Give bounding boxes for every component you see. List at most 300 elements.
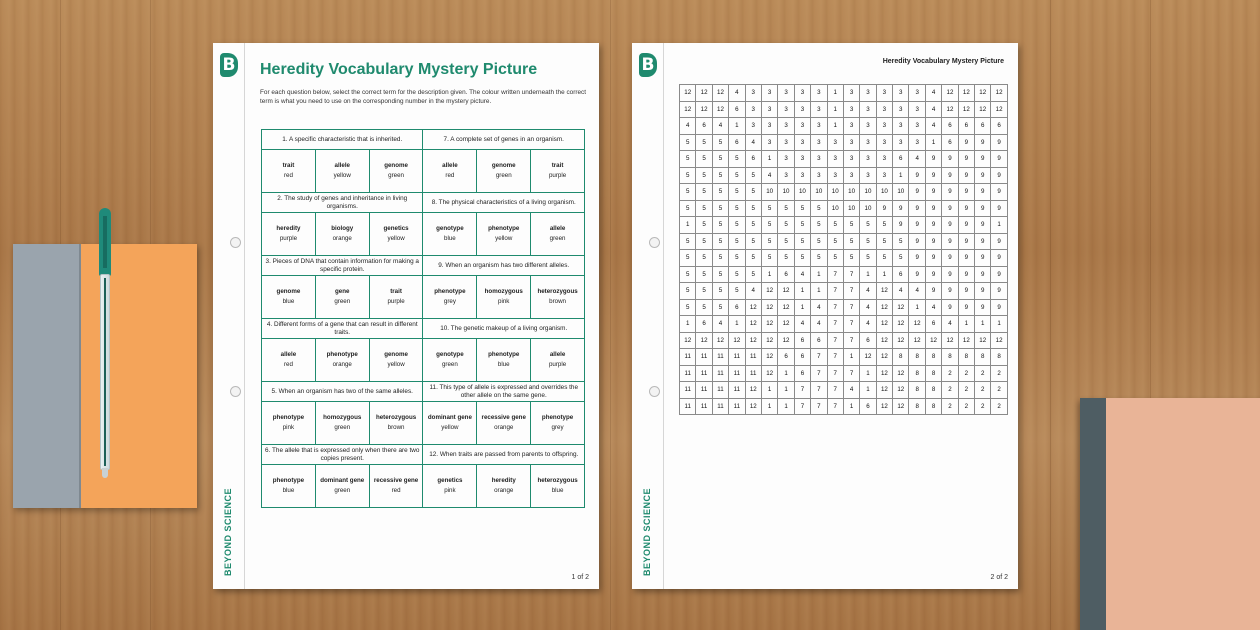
grid-cell[interactable]: 5 [843, 250, 859, 267]
grid-cell[interactable]: 6 [860, 332, 876, 349]
grid-cell[interactable]: 7 [843, 332, 859, 349]
grid-cell[interactable]: 7 [843, 299, 859, 316]
grid-cell[interactable]: 9 [942, 167, 958, 184]
grid-cell[interactable]: 9 [958, 200, 974, 217]
grid-cell[interactable]: 9 [958, 217, 974, 234]
grid-cell[interactable]: 3 [843, 134, 859, 151]
grid-cell[interactable]: 3 [876, 134, 892, 151]
grid-cell[interactable]: 5 [696, 283, 712, 300]
grid-cell[interactable]: 6 [729, 134, 745, 151]
grid-cell[interactable]: 6 [893, 151, 909, 168]
grid-cell[interactable]: 12 [975, 101, 991, 118]
grid-cell[interactable]: 12 [876, 316, 892, 333]
grid-cell[interactable]: 11 [680, 382, 696, 399]
grid-cell[interactable]: 3 [794, 167, 810, 184]
grid-cell[interactable]: 11 [680, 398, 696, 415]
answer-option[interactable] [423, 402, 477, 445]
grid-cell[interactable]: 9 [942, 283, 958, 300]
grid-cell[interactable]: 4 [925, 118, 941, 135]
grid-cell[interactable]: 12 [942, 332, 958, 349]
answer-option[interactable] [262, 213, 316, 256]
grid-cell[interactable]: 12 [893, 299, 909, 316]
grid-cell[interactable]: 5 [761, 250, 777, 267]
grid-cell[interactable]: 6 [729, 299, 745, 316]
grid-cell[interactable]: 1 [991, 217, 1007, 234]
grid-cell[interactable]: 5 [827, 217, 843, 234]
grid-cell[interactable]: 11 [696, 365, 712, 382]
grid-cell[interactable]: 12 [991, 332, 1007, 349]
grid-cell[interactable]: 12 [860, 349, 876, 366]
grid-cell[interactable]: 5 [696, 134, 712, 151]
grid-cell[interactable]: 9 [991, 184, 1007, 201]
grid-cell[interactable]: 5 [745, 233, 761, 250]
grid-cell[interactable]: 5 [680, 250, 696, 267]
grid-cell[interactable]: 9 [958, 167, 974, 184]
grid-cell[interactable]: 10 [827, 184, 843, 201]
grid-cell[interactable]: 1 [909, 299, 925, 316]
grid-cell[interactable]: 3 [811, 101, 827, 118]
grid-cell[interactable]: 3 [843, 85, 859, 102]
grid-cell[interactable]: 9 [925, 200, 941, 217]
grid-cell[interactable]: 12 [712, 85, 728, 102]
grid-cell[interactable]: 1 [761, 151, 777, 168]
grid-cell[interactable]: 5 [827, 250, 843, 267]
grid-cell[interactable]: 5 [680, 151, 696, 168]
grid-cell[interactable]: 1 [794, 299, 810, 316]
grid-cell[interactable]: 5 [680, 266, 696, 283]
grid-cell[interactable]: 4 [860, 316, 876, 333]
grid-cell[interactable]: 9 [942, 184, 958, 201]
grid-cell[interactable]: 12 [680, 101, 696, 118]
grid-cell[interactable]: 11 [729, 398, 745, 415]
answer-option[interactable] [531, 213, 585, 256]
grid-cell[interactable]: 5 [729, 151, 745, 168]
grid-cell[interactable]: 5 [827, 233, 843, 250]
grid-cell[interactable]: 6 [729, 101, 745, 118]
grid-cell[interactable]: 1 [975, 316, 991, 333]
grid-cell[interactable]: 1 [827, 85, 843, 102]
grid-cell[interactable]: 3 [843, 151, 859, 168]
grid-cell[interactable]: 9 [942, 266, 958, 283]
grid-cell[interactable]: 3 [876, 167, 892, 184]
grid-cell[interactable]: 4 [909, 151, 925, 168]
grid-cell[interactable]: 4 [942, 316, 958, 333]
grid-cell[interactable]: 1 [680, 217, 696, 234]
grid-cell[interactable]: 8 [893, 349, 909, 366]
grid-cell[interactable]: 8 [909, 365, 925, 382]
grid-cell[interactable]: 1 [729, 118, 745, 135]
grid-cell[interactable]: 3 [778, 134, 794, 151]
grid-cell[interactable]: 1 [860, 266, 876, 283]
grid-cell[interactable]: 8 [909, 398, 925, 415]
grid-cell[interactable]: 9 [958, 184, 974, 201]
answer-option[interactable] [315, 150, 369, 193]
grid-cell[interactable]: 7 [827, 316, 843, 333]
grid-cell[interactable]: 9 [925, 217, 941, 234]
grid-cell[interactable]: 3 [794, 101, 810, 118]
grid-cell[interactable]: 12 [745, 299, 761, 316]
grid-cell[interactable]: 12 [778, 316, 794, 333]
grid-cell[interactable]: 3 [909, 101, 925, 118]
answer-option[interactable] [531, 150, 585, 193]
grid-cell[interactable]: 2 [991, 365, 1007, 382]
grid-cell[interactable]: 6 [991, 118, 1007, 135]
grid-cell[interactable]: 7 [811, 349, 827, 366]
grid-cell[interactable]: 12 [958, 332, 974, 349]
grid-cell[interactable]: 8 [925, 349, 941, 366]
grid-cell[interactable]: 12 [958, 85, 974, 102]
grid-cell[interactable]: 5 [680, 233, 696, 250]
grid-cell[interactable]: 3 [778, 167, 794, 184]
answer-option[interactable] [477, 276, 531, 319]
grid-cell[interactable]: 7 [827, 349, 843, 366]
grid-cell[interactable]: 10 [893, 184, 909, 201]
answer-option[interactable] [423, 339, 477, 382]
grid-cell[interactable]: 1 [925, 134, 941, 151]
grid-cell[interactable]: 12 [942, 101, 958, 118]
grid-cell[interactable]: 5 [729, 250, 745, 267]
grid-cell[interactable]: 8 [942, 349, 958, 366]
grid-cell[interactable]: 3 [778, 101, 794, 118]
grid-cell[interactable]: 2 [958, 382, 974, 399]
grid-cell[interactable]: 2 [942, 365, 958, 382]
grid-cell[interactable]: 7 [794, 382, 810, 399]
grid-cell[interactable]: 9 [975, 134, 991, 151]
grid-cell[interactable]: 5 [696, 299, 712, 316]
grid-cell[interactable]: 3 [893, 118, 909, 135]
grid-cell[interactable]: 9 [991, 200, 1007, 217]
grid-cell[interactable]: 12 [893, 316, 909, 333]
grid-cell[interactable]: 12 [761, 332, 777, 349]
grid-cell[interactable]: 7 [811, 365, 827, 382]
grid-cell[interactable]: 11 [729, 365, 745, 382]
grid-cell[interactable]: 11 [729, 382, 745, 399]
grid-cell[interactable]: 3 [893, 134, 909, 151]
grid-cell[interactable]: 5 [876, 233, 892, 250]
grid-cell[interactable]: 2 [975, 365, 991, 382]
answer-option[interactable] [369, 213, 423, 256]
grid-cell[interactable]: 6 [745, 151, 761, 168]
grid-cell[interactable]: 6 [942, 134, 958, 151]
grid-cell[interactable]: 9 [975, 167, 991, 184]
answer-option[interactable] [477, 150, 531, 193]
answer-option[interactable] [531, 465, 585, 508]
grid-cell[interactable]: 3 [761, 85, 777, 102]
answer-option[interactable] [369, 402, 423, 445]
grid-cell[interactable]: 1 [860, 365, 876, 382]
grid-cell[interactable]: 5 [729, 283, 745, 300]
grid-cell[interactable]: 9 [893, 217, 909, 234]
grid-cell[interactable]: 5 [860, 233, 876, 250]
grid-cell[interactable]: 11 [712, 382, 728, 399]
grid-cell[interactable]: 8 [925, 365, 941, 382]
grid-cell[interactable]: 3 [745, 85, 761, 102]
grid-cell[interactable]: 7 [827, 332, 843, 349]
grid-cell[interactable]: 9 [925, 167, 941, 184]
grid-cell[interactable]: 5 [680, 283, 696, 300]
grid-cell[interactable]: 9 [909, 266, 925, 283]
grid-cell[interactable]: 6 [860, 398, 876, 415]
answer-option[interactable] [531, 276, 585, 319]
grid-cell[interactable]: 9 [975, 217, 991, 234]
grid-cell[interactable]: 5 [696, 250, 712, 267]
grid-cell[interactable]: 2 [942, 382, 958, 399]
grid-cell[interactable]: 9 [909, 184, 925, 201]
grid-cell[interactable]: 3 [843, 118, 859, 135]
grid-cell[interactable]: 7 [827, 382, 843, 399]
grid-cell[interactable]: 3 [860, 134, 876, 151]
grid-cell[interactable]: 9 [958, 134, 974, 151]
answer-option[interactable] [315, 276, 369, 319]
grid-cell[interactable]: 7 [827, 365, 843, 382]
grid-cell[interactable]: 9 [909, 167, 925, 184]
grid-cell[interactable]: 2 [991, 398, 1007, 415]
grid-cell[interactable]: 5 [745, 250, 761, 267]
grid-cell[interactable]: 5 [729, 217, 745, 234]
answer-option[interactable] [531, 402, 585, 445]
grid-cell[interactable]: 5 [712, 134, 728, 151]
grid-cell[interactable]: 6 [811, 332, 827, 349]
grid-cell[interactable]: 6 [778, 349, 794, 366]
grid-cell[interactable]: 2 [942, 398, 958, 415]
grid-cell[interactable]: 2 [975, 382, 991, 399]
grid-cell[interactable]: 5 [843, 233, 859, 250]
grid-cell[interactable]: 5 [778, 250, 794, 267]
answer-option[interactable] [315, 339, 369, 382]
answer-option[interactable] [262, 276, 316, 319]
grid-cell[interactable]: 12 [761, 283, 777, 300]
grid-cell[interactable]: 8 [958, 349, 974, 366]
grid-cell[interactable]: 3 [761, 134, 777, 151]
grid-cell[interactable]: 12 [696, 101, 712, 118]
grid-cell[interactable]: 5 [876, 217, 892, 234]
grid-cell[interactable]: 12 [696, 85, 712, 102]
grid-cell[interactable]: 9 [958, 299, 974, 316]
grid-cell[interactable]: 1 [843, 349, 859, 366]
grid-cell[interactable]: 4 [860, 283, 876, 300]
grid-cell[interactable]: 6 [696, 118, 712, 135]
grid-cell[interactable]: 10 [794, 184, 810, 201]
grid-cell[interactable]: 9 [991, 151, 1007, 168]
grid-cell[interactable]: 11 [712, 365, 728, 382]
grid-cell[interactable]: 1 [680, 316, 696, 333]
grid-cell[interactable]: 12 [893, 398, 909, 415]
grid-cell[interactable]: 3 [843, 101, 859, 118]
grid-cell[interactable]: 3 [860, 118, 876, 135]
grid-cell[interactable]: 5 [729, 266, 745, 283]
grid-cell[interactable]: 3 [811, 85, 827, 102]
grid-cell[interactable]: 1 [778, 365, 794, 382]
grid-cell[interactable]: 3 [876, 118, 892, 135]
grid-cell[interactable]: 9 [925, 151, 941, 168]
grid-cell[interactable]: 9 [991, 250, 1007, 267]
grid-cell[interactable]: 3 [860, 151, 876, 168]
grid-cell[interactable]: 3 [876, 85, 892, 102]
grid-cell[interactable]: 4 [843, 382, 859, 399]
grid-cell[interactable]: 3 [843, 167, 859, 184]
grid-cell[interactable]: 5 [712, 184, 728, 201]
grid-cell[interactable]: 3 [827, 167, 843, 184]
grid-cell[interactable]: 5 [860, 217, 876, 234]
grid-cell[interactable]: 1 [794, 283, 810, 300]
answer-option[interactable] [262, 465, 316, 508]
answer-option[interactable] [477, 213, 531, 256]
grid-cell[interactable]: 3 [811, 134, 827, 151]
grid-cell[interactable]: 8 [991, 349, 1007, 366]
grid-cell[interactable]: 12 [975, 85, 991, 102]
grid-cell[interactable]: 12 [876, 299, 892, 316]
grid-cell[interactable]: 12 [909, 316, 925, 333]
grid-cell[interactable]: 5 [729, 200, 745, 217]
grid-cell[interactable]: 3 [761, 101, 777, 118]
grid-cell[interactable]: 9 [893, 200, 909, 217]
grid-cell[interactable]: 3 [827, 134, 843, 151]
grid-cell[interactable]: 5 [843, 217, 859, 234]
grid-cell[interactable]: 3 [860, 167, 876, 184]
answer-option[interactable] [423, 465, 477, 508]
grid-cell[interactable]: 1 [893, 167, 909, 184]
grid-cell[interactable]: 9 [991, 167, 1007, 184]
grid-cell[interactable]: 9 [958, 233, 974, 250]
grid-cell[interactable]: 12 [958, 101, 974, 118]
grid-cell[interactable]: 7 [843, 316, 859, 333]
answer-option[interactable] [531, 339, 585, 382]
grid-cell[interactable]: 12 [925, 332, 941, 349]
grid-cell[interactable]: 3 [778, 151, 794, 168]
grid-cell[interactable]: 12 [745, 316, 761, 333]
grid-cell[interactable]: 7 [827, 398, 843, 415]
grid-cell[interactable]: 7 [811, 382, 827, 399]
grid-cell[interactable]: 5 [712, 151, 728, 168]
grid-cell[interactable]: 3 [811, 167, 827, 184]
grid-cell[interactable]: 7 [843, 283, 859, 300]
grid-cell[interactable]: 1 [843, 398, 859, 415]
grid-cell[interactable]: 1 [778, 382, 794, 399]
grid-cell[interactable]: 9 [958, 250, 974, 267]
answer-option[interactable] [423, 213, 477, 256]
grid-cell[interactable]: 10 [843, 200, 859, 217]
answer-option[interactable] [477, 465, 531, 508]
grid-cell[interactable]: 3 [860, 101, 876, 118]
grid-cell[interactable]: 9 [975, 151, 991, 168]
grid-cell[interactable]: 12 [909, 332, 925, 349]
grid-cell[interactable]: 1 [761, 398, 777, 415]
grid-cell[interactable]: 5 [811, 250, 827, 267]
grid-cell[interactable]: 5 [696, 266, 712, 283]
grid-cell[interactable]: 3 [794, 151, 810, 168]
grid-cell[interactable]: 9 [942, 299, 958, 316]
grid-cell[interactable]: 4 [745, 134, 761, 151]
grid-cell[interactable]: 12 [680, 332, 696, 349]
grid-cell[interactable]: 1 [860, 382, 876, 399]
grid-cell[interactable]: 11 [712, 398, 728, 415]
grid-cell[interactable]: 5 [680, 299, 696, 316]
grid-cell[interactable]: 8 [909, 382, 925, 399]
grid-cell[interactable]: 9 [942, 151, 958, 168]
grid-cell[interactable]: 12 [761, 349, 777, 366]
grid-cell[interactable]: 7 [827, 299, 843, 316]
grid-cell[interactable]: 3 [811, 118, 827, 135]
answer-option[interactable] [262, 402, 316, 445]
grid-cell[interactable]: 5 [778, 217, 794, 234]
grid-cell[interactable]: 2 [958, 398, 974, 415]
grid-cell[interactable]: 5 [811, 200, 827, 217]
grid-cell[interactable]: 5 [712, 299, 728, 316]
grid-cell[interactable]: 7 [843, 266, 859, 283]
grid-cell[interactable]: 9 [876, 200, 892, 217]
grid-cell[interactable]: 4 [794, 316, 810, 333]
grid-cell[interactable]: 8 [909, 349, 925, 366]
answer-option[interactable] [369, 465, 423, 508]
grid-cell[interactable]: 4 [745, 283, 761, 300]
answer-option[interactable] [315, 465, 369, 508]
grid-cell[interactable]: 11 [680, 365, 696, 382]
grid-cell[interactable]: 4 [761, 167, 777, 184]
grid-cell[interactable]: 9 [909, 217, 925, 234]
grid-cell[interactable]: 9 [925, 184, 941, 201]
grid-cell[interactable]: 4 [811, 316, 827, 333]
grid-cell[interactable]: 11 [745, 349, 761, 366]
grid-cell[interactable]: 5 [712, 167, 728, 184]
grid-cell[interactable]: 5 [761, 200, 777, 217]
grid-cell[interactable]: 5 [794, 233, 810, 250]
grid-cell[interactable]: 5 [745, 217, 761, 234]
grid-cell[interactable]: 5 [778, 233, 794, 250]
grid-cell[interactable]: 5 [696, 233, 712, 250]
grid-cell[interactable]: 10 [778, 184, 794, 201]
grid-cell[interactable]: 5 [893, 250, 909, 267]
grid-cell[interactable]: 4 [909, 283, 925, 300]
grid-cell[interactable]: 12 [745, 332, 761, 349]
grid-cell[interactable]: 9 [991, 134, 1007, 151]
grid-cell[interactable]: 11 [712, 349, 728, 366]
grid-cell[interactable]: 3 [761, 118, 777, 135]
answer-option[interactable] [369, 276, 423, 319]
grid-cell[interactable]: 9 [925, 250, 941, 267]
grid-cell[interactable]: 3 [893, 85, 909, 102]
grid-cell[interactable]: 6 [958, 118, 974, 135]
grid-cell[interactable]: 4 [893, 283, 909, 300]
grid-cell[interactable]: 12 [696, 332, 712, 349]
grid-cell[interactable]: 9 [925, 266, 941, 283]
grid-cell[interactable]: 1 [729, 316, 745, 333]
grid-cell[interactable]: 5 [745, 266, 761, 283]
grid-cell[interactable]: 9 [942, 233, 958, 250]
grid-cell[interactable]: 5 [794, 217, 810, 234]
grid-cell[interactable]: 5 [794, 250, 810, 267]
grid-cell[interactable]: 8 [975, 349, 991, 366]
grid-cell[interactable]: 5 [696, 151, 712, 168]
grid-cell[interactable]: 4 [729, 85, 745, 102]
grid-cell[interactable]: 12 [712, 332, 728, 349]
grid-cell[interactable]: 12 [893, 332, 909, 349]
grid-cell[interactable]: 3 [794, 134, 810, 151]
grid-cell[interactable]: 10 [876, 184, 892, 201]
grid-cell[interactable]: 10 [843, 184, 859, 201]
grid-cell[interactable]: 12 [991, 85, 1007, 102]
grid-cell[interactable]: 6 [794, 332, 810, 349]
grid-cell[interactable]: 12 [893, 382, 909, 399]
grid-cell[interactable]: 6 [778, 266, 794, 283]
grid-cell[interactable]: 10 [860, 200, 876, 217]
grid-cell[interactable]: 9 [958, 266, 974, 283]
answer-option[interactable] [369, 339, 423, 382]
grid-cell[interactable]: 5 [778, 200, 794, 217]
grid-cell[interactable]: 5 [696, 167, 712, 184]
grid-cell[interactable]: 2 [975, 398, 991, 415]
grid-cell[interactable]: 9 [975, 233, 991, 250]
grid-cell[interactable]: 5 [729, 167, 745, 184]
